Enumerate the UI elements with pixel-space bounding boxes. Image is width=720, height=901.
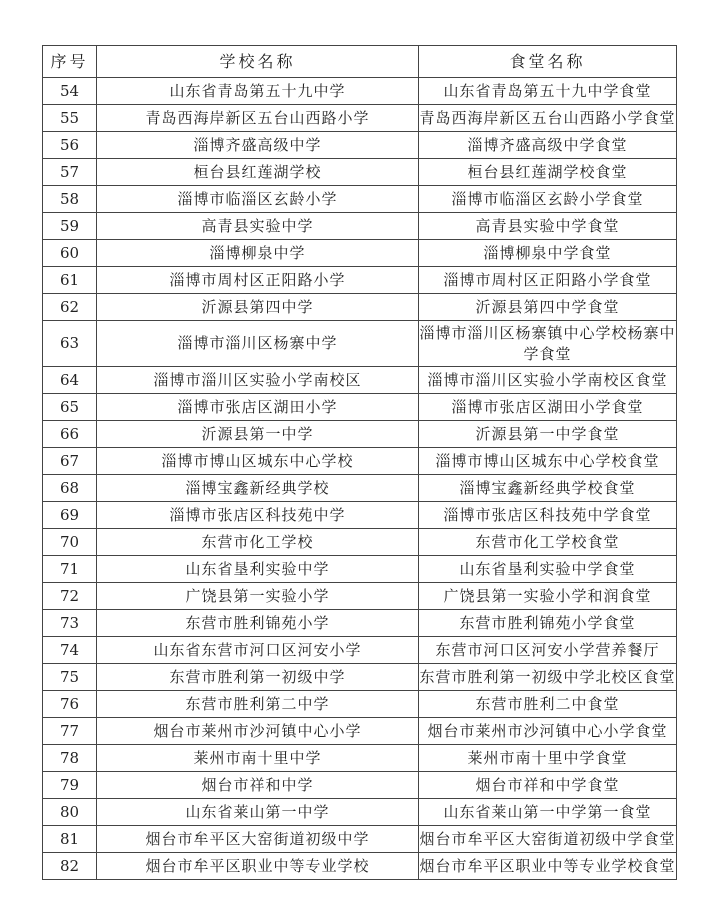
canteen-name-cell: 东营市河口区河安小学营养餐厅 [419,637,677,664]
row-number: 56 [43,132,97,159]
table-row [43,664,677,691]
school-name-cell: 莱州市南十里中学 [97,745,419,772]
table-row [43,213,677,240]
canteen-name-cell: 烟台市牟平区大窑街道初级中学食堂 [419,826,677,853]
row-number: 61 [43,267,97,294]
school-name-cell: 山东省垦利实验中学 [97,556,419,583]
canteen-name-cell: 广饶县第一实验小学和润食堂 [419,583,677,610]
canteen-name-cell: 青岛西海岸新区五台山西路小学食堂 [419,105,677,132]
table-body [43,78,677,880]
school-name-cell: 淄博市张店区科技苑中学 [97,502,419,529]
table-row [43,132,677,159]
row-number: 55 [43,105,97,132]
school-name-cell: 沂源县第四中学 [97,294,419,321]
row-number: 63 [43,321,97,367]
canteen-name-cell: 淄博市临淄区玄龄小学食堂 [419,186,677,213]
school-name-cell: 烟台市牟平区大窑街道初级中学 [97,826,419,853]
row-number: 79 [43,772,97,799]
row-number: 62 [43,294,97,321]
table-row [43,421,677,448]
row-number: 81 [43,826,97,853]
row-number: 82 [43,853,97,880]
table-row [43,267,677,294]
school-name-cell: 淄博宝鑫新经典学校 [97,475,419,502]
canteen-name-cell: 淄博市张店区科技苑中学食堂 [419,502,677,529]
row-number: 54 [43,78,97,105]
table-row [43,556,677,583]
school-name-cell: 青岛西海岸新区五台山西路小学 [97,105,419,132]
canteen-name-cell: 东营市化工学校食堂 [419,529,677,556]
header-no: 序号 [43,46,97,78]
school-name-cell: 淄博市淄川区实验小学南校区 [97,367,419,394]
table-row [43,159,677,186]
canteen-name-cell: 烟台市牟平区职业中等专业学校食堂 [419,853,677,880]
canteen-name-cell: 淄博市淄川区实验小学南校区食堂 [419,367,677,394]
canteen-name-cell: 淄博市张店区湖田小学食堂 [419,394,677,421]
school-name-cell: 东营市化工学校 [97,529,419,556]
table-header [43,46,677,78]
school-name-cell: 沂源县第一中学 [97,421,419,448]
canteen-name-cell: 山东省莱山第一中学第一食堂 [419,799,677,826]
canteen-name-cell: 山东省青岛第五十九中学食堂 [419,78,677,105]
canteen-name-cell: 高青县实验中学食堂 [419,213,677,240]
table-row [43,583,677,610]
canteen-name-cell: 莱州市南十里中学食堂 [419,745,677,772]
table-row [43,853,677,880]
table-row [43,367,677,394]
header-school-name: 学校名称 [97,46,419,78]
table-row [43,475,677,502]
table-row [43,78,677,105]
canteen-name-cell: 东营市胜利二中食堂 [419,691,677,718]
table-row [43,294,677,321]
table-row [43,529,677,556]
row-number: 78 [43,745,97,772]
school-name-cell: 广饶县第一实验小学 [97,583,419,610]
school-name-cell: 烟台市莱州市沙河镇中心小学 [97,718,419,745]
school-name-cell: 山东省莱山第一中学 [97,799,419,826]
canteen-name-cell: 东营市胜利第一初级中学北校区食堂 [419,664,677,691]
row-number: 80 [43,799,97,826]
row-number: 64 [43,367,97,394]
school-name-cell: 淄博市博山区城东中心学校 [97,448,419,475]
canteen-name-cell: 淄博齐盛高级中学食堂 [419,132,677,159]
table-row [43,799,677,826]
school-name-cell: 烟台市祥和中学 [97,772,419,799]
table-row [43,826,677,853]
canteen-name-cell: 淄博市博山区城东中心学校食堂 [419,448,677,475]
school-name-cell: 淄博市张店区湖田小学 [97,394,419,421]
canteen-name-cell: 沂源县第四中学食堂 [419,294,677,321]
canteen-name-cell: 淄博宝鑫新经典学校食堂 [419,475,677,502]
table-row [43,691,677,718]
school-name-cell: 山东省青岛第五十九中学 [97,78,419,105]
school-name-cell: 山东省东营市河口区河安小学 [97,637,419,664]
header-canteen-name: 食堂名称 [419,46,677,78]
school-name-cell: 烟台市牟平区职业中等专业学校 [97,853,419,880]
school-name-cell: 淄博柳泉中学 [97,240,419,267]
row-number: 65 [43,394,97,421]
canteen-name-cell: 山东省垦利实验中学食堂 [419,556,677,583]
school-name-cell: 淄博市临淄区玄龄小学 [97,186,419,213]
canteen-name-cell: 淄博市淄川区杨寨镇中心学校杨寨中学食堂 [419,321,677,367]
canteen-name-cell: 淄博市周村区正阳路小学食堂 [419,267,677,294]
row-number: 77 [43,718,97,745]
school-name-cell: 高青县实验中学 [97,213,419,240]
row-number: 57 [43,159,97,186]
school-name-cell: 淄博市淄川区杨寨中学 [97,321,419,367]
row-number: 74 [43,637,97,664]
school-name-cell: 淄博齐盛高级中学 [97,132,419,159]
canteen-name-cell: 烟台市祥和中学食堂 [419,772,677,799]
school-name-cell: 桓台县红莲湖学校 [97,159,419,186]
canteen-table [42,45,677,880]
canteen-name-cell: 沂源县第一中学食堂 [419,421,677,448]
canteen-name-cell: 东营市胜利锦苑小学食堂 [419,610,677,637]
row-number: 68 [43,475,97,502]
row-number: 66 [43,421,97,448]
row-number: 71 [43,556,97,583]
table-row [43,637,677,664]
canteen-list-sheet [42,45,676,880]
school-name-cell: 淄博市周村区正阳路小学 [97,267,419,294]
canteen-name-cell: 淄博柳泉中学食堂 [419,240,677,267]
table-row [43,394,677,421]
table-row [43,610,677,637]
table-row [43,240,677,267]
table-row [43,321,677,367]
table-row [43,186,677,213]
school-name-cell: 东营市胜利锦苑小学 [97,610,419,637]
header-row [43,46,677,78]
row-number: 75 [43,664,97,691]
table-row [43,105,677,132]
row-number: 60 [43,240,97,267]
table-row [43,772,677,799]
table-row [43,718,677,745]
row-number: 67 [43,448,97,475]
table-row [43,448,677,475]
table-row [43,502,677,529]
table-row [43,745,677,772]
canteen-name-cell: 烟台市莱州市沙河镇中心小学食堂 [419,718,677,745]
school-name-cell: 东营市胜利第一初级中学 [97,664,419,691]
row-number: 73 [43,610,97,637]
row-number: 76 [43,691,97,718]
row-number: 72 [43,583,97,610]
school-name-cell: 东营市胜利第二中学 [97,691,419,718]
row-number: 59 [43,213,97,240]
canteen-name-cell: 桓台县红莲湖学校食堂 [419,159,677,186]
row-number: 58 [43,186,97,213]
row-number: 70 [43,529,97,556]
row-number: 69 [43,502,97,529]
